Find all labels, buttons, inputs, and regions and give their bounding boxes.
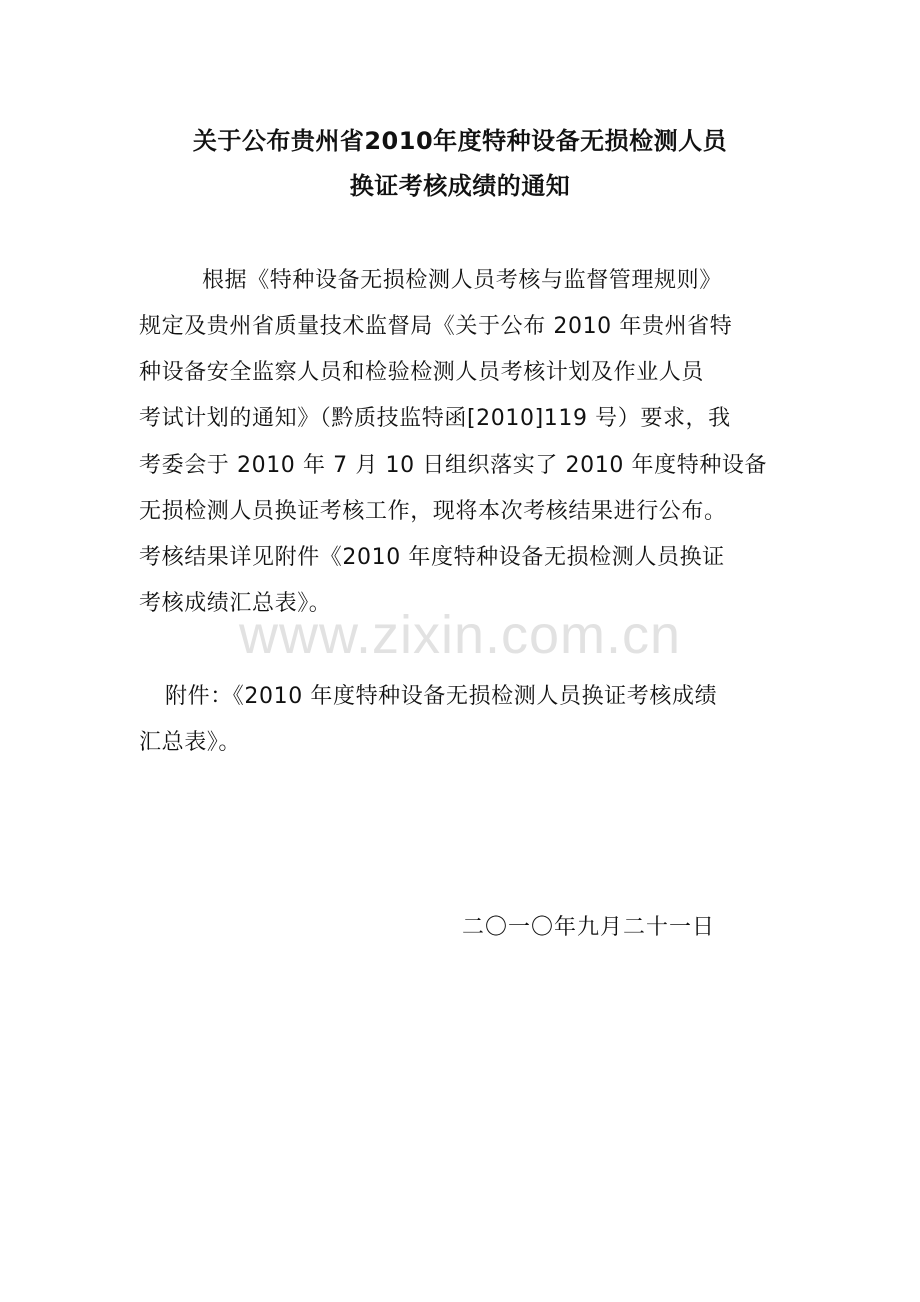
- body-line-4: 考试计划的通知》（黔质技监特函[2010]119 号）要求，我: [139, 406, 731, 431]
- document-title-line-1: 关于公布贵州省2010年度特种设备无损检测人员: [192, 127, 728, 155]
- attachment-line-2: 汇总表》。: [139, 730, 242, 755]
- body-line-7: 考核结果详见附件《2010 年度特种设备无损检测人员换证: [139, 545, 725, 570]
- body-line-2: 规定及贵州省质量技术监督局《关于公布 2010 年贵州省特: [139, 314, 733, 339]
- body-line-1: 根据《特种设备无损检测人员考核与监督管理规则》: [202, 268, 722, 293]
- body-line-8: 考核成绩汇总表》。: [139, 591, 332, 616]
- body-line-3: 种设备安全监察人员和检验检测人员考核计划及作业人员: [139, 360, 705, 385]
- watermark-text: www.zixin.com.cn: [238, 605, 682, 665]
- document-date: 二〇一〇年九月二十一日: [462, 915, 716, 940]
- attachment-line-1: 附件：《2010 年度特种设备无损检测人员换证考核成绩: [165, 684, 718, 709]
- body-line-5: 考委会于 2010 年 7 月 10 日组织落实了 2010 年度特种设备: [139, 453, 768, 478]
- body-line-6: 无损检测人员换证考核工作，现将本次考核结果进行公布。: [139, 499, 727, 524]
- document-title-line-2: 换证考核成绩的通知: [349, 172, 571, 200]
